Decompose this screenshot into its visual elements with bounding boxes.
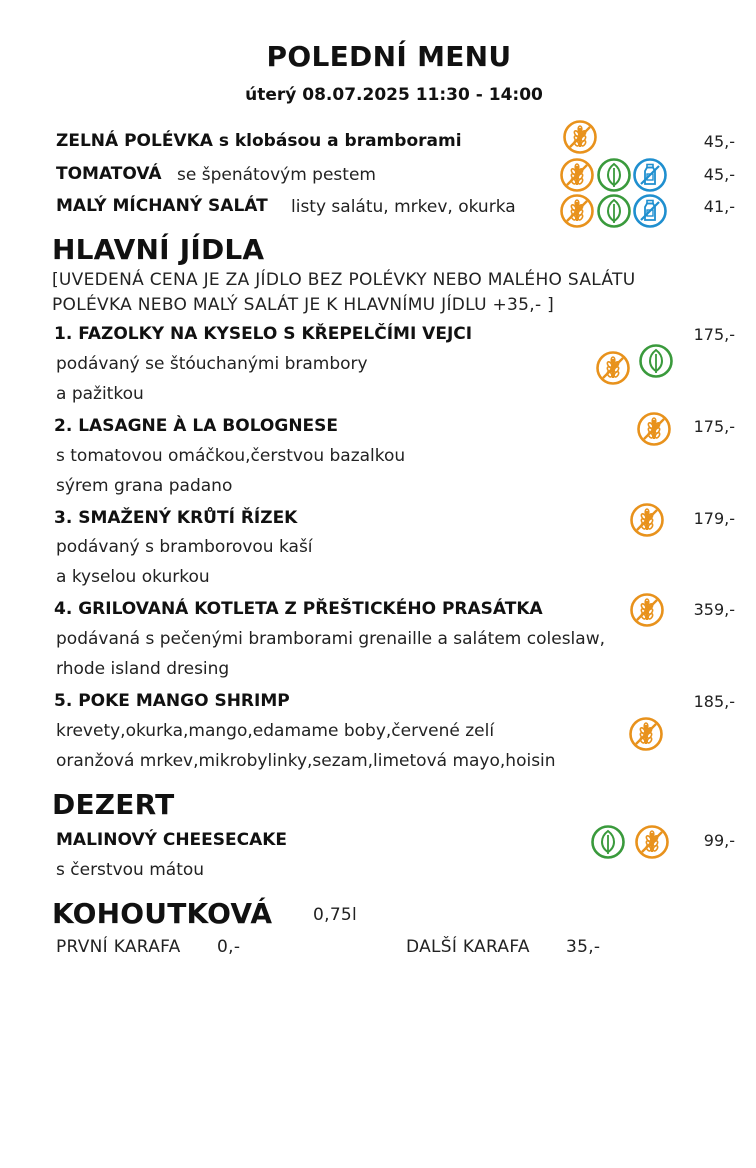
section-heading-tap-water: KOHOUTKOVÁ	[52, 897, 273, 930]
dish-description: podávaný s bramborovou kaší	[56, 537, 313, 557]
dish-price: 359,-	[693, 600, 735, 619]
section-heading-main: HLAVNÍ JÍDLA	[52, 233, 265, 266]
vegetarian-icon	[638, 343, 674, 379]
soup-price: 45,-	[703, 132, 735, 151]
price-note: POLÉVKA NEBO MALÝ SALÁT JE K HLAVNÍMU JÍDLU +35,- ]	[52, 295, 555, 315]
price-note: [UVEDENÁ CENA JE ZA JÍDLO BEZ POLÉVKY NEBO MALÉHO SALÁTU	[52, 270, 636, 290]
soup-name: TOMATOVÁ	[56, 164, 162, 184]
dish-name: 4. GRILOVANÁ KOTLETA Z PŘEŠTICKÉHO PRASÁTKA	[54, 599, 543, 619]
dish-price: 175,-	[693, 417, 735, 436]
soup-name: ZELNÁ POLÉVKA s klobásou a bramborami	[56, 131, 462, 151]
first-carafe-label: PRVNÍ KARAFA	[56, 937, 181, 957]
dessert-price: 99,-	[703, 831, 735, 850]
vegetarian-icon	[596, 193, 632, 229]
dish-price: 185,-	[693, 692, 735, 711]
vegetarian-icon	[596, 157, 632, 193]
carafe-volume: 0,75l	[313, 905, 358, 925]
gluten-free-icon	[628, 716, 664, 752]
dish-description: sýrem grana padano	[56, 476, 233, 496]
dish-price: 179,-	[693, 509, 735, 528]
dish-description: podávaný se štóuchanými brambory	[56, 354, 368, 374]
dish-description: oranžová mrkev,mikrobylinky,sezam,limetová mayo,hoisin	[56, 751, 556, 771]
vegetarian-icon	[590, 824, 626, 860]
salad-description: listy salátu, mrkev, okurka	[291, 197, 516, 217]
gluten-free-icon	[562, 119, 598, 155]
first-carafe-price: 0,-	[217, 937, 241, 957]
gluten-free-icon	[559, 157, 595, 193]
gluten-free-icon	[636, 411, 672, 447]
dish-name: 5. POKE MANGO SHRIMP	[54, 691, 290, 711]
menu-date: úterý 08.07.2025 11:30 - 14:00	[245, 85, 543, 105]
dish-description: rhode island dresing	[56, 659, 230, 679]
dish-description: a pažitkou	[56, 384, 144, 404]
salad-name: MALÝ MÍCHANÝ SALÁT	[56, 196, 268, 216]
lactose-free-icon	[632, 157, 668, 193]
dish-price: 175,-	[693, 325, 735, 344]
lactose-free-icon	[632, 193, 668, 229]
next-carafe-price: 35,-	[566, 937, 601, 957]
dish-description: krevety,okurka,mango,edamame boby,červené zelí	[56, 721, 495, 741]
gluten-free-icon	[629, 592, 665, 628]
next-carafe-label: DALŠÍ KARAFA	[406, 937, 530, 957]
dish-description: podávaná s pečenými bramborami grenaille a salátem coleslaw,	[56, 629, 606, 649]
salad-price: 41,-	[703, 197, 735, 216]
section-heading-dessert: DEZERT	[52, 788, 175, 821]
gluten-free-icon	[595, 350, 631, 386]
dessert-name: MALINOVÝ CHEESECAKE	[56, 830, 288, 850]
dessert-description: s čerstvou mátou	[56, 860, 205, 880]
dish-name: 1. FAZOLKY NA KYSELO S KŘEPELČÍMI VEJCI	[54, 324, 473, 344]
dish-description: a kyselou okurkou	[56, 567, 210, 587]
gluten-free-icon	[559, 193, 595, 229]
gluten-free-icon	[629, 502, 665, 538]
soup-description: se špenátovým pestem	[177, 165, 376, 185]
soup-price: 45,-	[703, 165, 735, 184]
dish-description: s tomatovou omáčkou,čerstvou bazalkou	[56, 446, 406, 466]
gluten-free-icon	[634, 824, 670, 860]
page-title: POLEDNÍ MENU	[266, 40, 512, 73]
dish-name: 3. SMAŽENÝ KRŮTÍ ŘÍZEK	[54, 508, 298, 528]
dish-name: 2. LASAGNE À LA BOLOGNESE	[54, 416, 339, 436]
